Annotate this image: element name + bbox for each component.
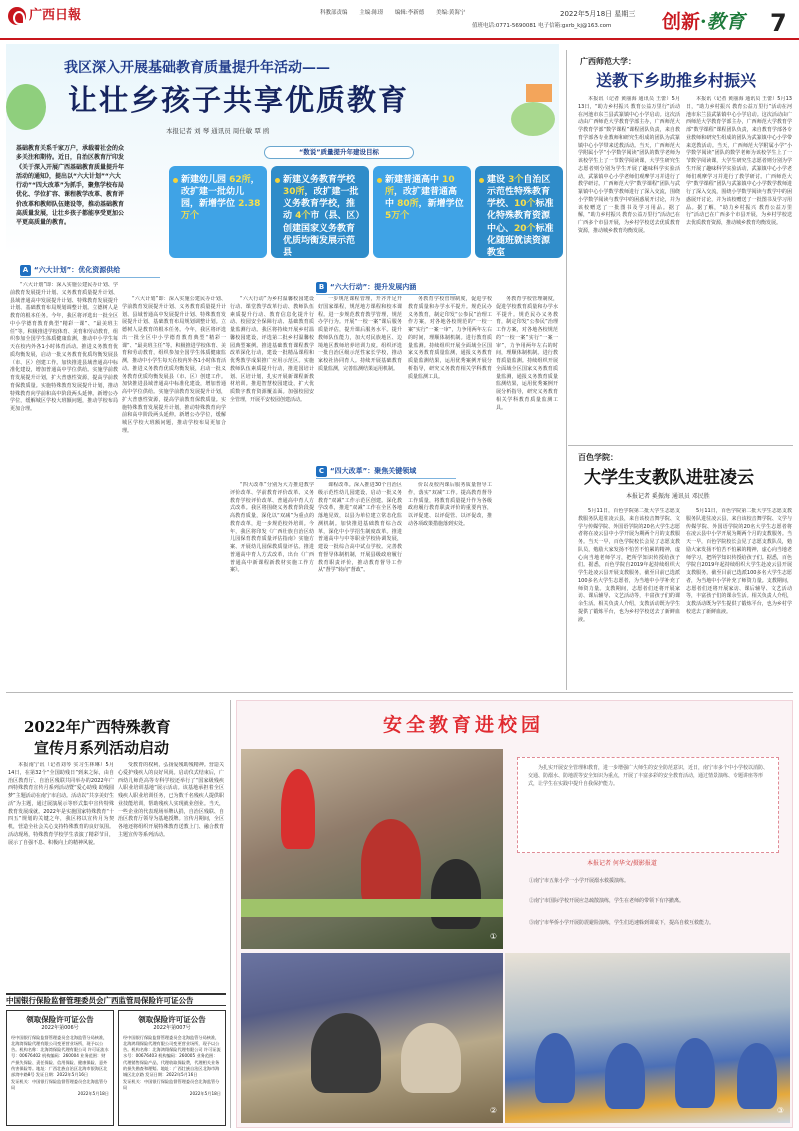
page-number: 7: [770, 9, 787, 37]
goal-card-highschool: [373, 166, 471, 258]
photo-number-1: ①: [489, 931, 497, 941]
license-title: 领取保险许可证公告: [26, 1015, 94, 1024]
license-title: 领取保险许可证公告: [138, 1015, 206, 1024]
card-number: 80所: [397, 199, 419, 210]
card-number: 4个: [295, 211, 311, 222]
person-figure-icon: [281, 769, 315, 849]
subhead-tag: A: [20, 265, 31, 276]
card-text: 新建普通高中: [385, 175, 443, 185]
person-figure-icon: [535, 1033, 575, 1103]
special-ed-title-line2: 宣传月系列活动启动: [34, 739, 170, 757]
person-figure-icon: [605, 1043, 645, 1109]
card-text: 自治区示范性特殊教育学校、: [487, 175, 551, 210]
right-top-kicker: 广西师范大学：: [580, 57, 636, 66]
photo-number-2: ②: [489, 1105, 497, 1115]
lead-intro: 基础教育关系千家万户，承载着社会的众多关注和期待。近日，自治区教育厅印发《关于深入开展广西基础教育质量提升年活动的通知》，提出以“六大计划”“六大行动”“四大改革”为抓手，聚焦学校布局优化、学位扩容、课程教学改革、教育评价改革和教师队伍建设等，推动基础教育高质量发展，让壮乡孩子都能享受更加公平更高质量的教育。: [16, 145, 125, 227]
safety-summary: 为扎实开展安全管理和教育，进一步增强广大师生的安全防范意识，近日，南宁市多个中小学校以消防、交通、防溺水、防地震等安全知识为重点，开展了丰富多彩的安全教育活动，通过情景演练、专题讲座等形式，让学生在实践中提升自我保护能力。: [517, 757, 779, 853]
card-number: 10所: [385, 175, 455, 198]
subhead-a: [20, 265, 160, 276]
lead-feature: [6, 44, 559, 258]
editor-credit: 编辑:李新德: [394, 10, 425, 16]
license-notice: [6, 1010, 114, 1126]
subhead-text: “六大计划”：优化资源供给: [34, 266, 121, 274]
right-top-column: 本报讯（记者 黄丽海 通讯员 王蕾）5月13日，“助力乡村振兴 教育公益万里行”活动在河池市东兰县武篆镇中心小学启动。这次活动由广西师范大学教育学部主办，广西师范大学教育学部“数学课程”课程团队负责，来自教育学部各专业教师和研究生组成的团队为武篆镇中心小学带来送教活动。当天，广西师范大学附属小学“小学数学阅读”团队的数学老师为该校学生上了一节数学阅读课，大学生研究生志愿者则分别为学生开展了趣味科学实验活动，武篆镇中心小学老师们观摩学习并进行了教学研讨。广西师范大学“数学课程”团队与武篆镇中心小学数学教师进行了深入交流，围绕小学数学阅读与教学中的困惑展开讨论，并为该校赠送了一批图书及学习用品。据了解，“助力乡村振兴 教育公益万里行”活动已在广西多个市县开展，为乡村学校送去优质教育资源，推动城乡教育均衡发展。: [578, 96, 680, 234]
right-mid-title: 大学生支教队进驻凌云: [584, 468, 754, 488]
license-issuer: 发证机关：中国银行保险监督管理委员会北海监管分局: [11, 1078, 108, 1090]
goal-card-compulsory: [271, 166, 369, 258]
card-text: ，改扩建一批义务教育学校，推动: [283, 187, 359, 222]
person-figure-icon: [737, 1043, 777, 1109]
person-figure-icon: [361, 819, 421, 909]
card-text: 建设: [487, 175, 509, 185]
editor-credit: 科教部责编: [320, 10, 348, 16]
safety-photo-feature: [236, 700, 793, 1128]
right-top-title: 送教下乡助推乡村振兴: [596, 71, 757, 90]
bullet-icon: [173, 178, 178, 183]
license-body: 经中国银行保险监督管理委员会北海监管分局核准，北海湾保险代理有限公司变更营业场所，现予以公告。机构名称：北海湾保险代理有限公司 许可证流水号：00676402 机构编码：260004 业务范围：财产损失保险、责任保险、信用保险、健康保险、意外伤害保险等。地址：广西壮族自治区北海市银海区北部湾中路8号 发证日期：2022年5月16日: [11, 1034, 109, 1078]
photo-number-3: ③: [776, 1105, 784, 1115]
subhead-text: “六大行动”：提升发展内涵: [330, 283, 417, 291]
paper-name: 广西日報: [29, 8, 82, 23]
card-text: ，新增学位: [418, 199, 464, 210]
section-divider: [6, 692, 793, 693]
article-column: “六大行动”为乡村温馨校园建设行动、课堂教学改革行动、教师队伍素质提升行动、教育信息化提升行动、校园安全保障行动、基础教育质量监测行动。我区将持续开展乡村温馨校园建设，评选第二批乡村温馨校园典型案例。推进基础教育课程教学改革深化行动，建设一批精品课程和优秀教学成果推广应用示范区。实施教师队伍素质提升行动，推进国培计划、区培计划，扎实开展新课程新教材培训。推进智慧校园建设，扩大优质数字教育资源覆盖面。加强校园安全管理，开展平安校园创建活动。: [230, 296, 314, 403]
section-name-a: 创新: [662, 11, 701, 33]
license-date: 2022年5月18日: [189, 1091, 221, 1097]
license-body: 经中国银行保险监督管理委员会北海监管分局核准，北海鸿翔保险代理有限公司变更营业场所，现予以公告。机构名称：北海鸿翔保险代理有限公司 许可证流水号：00676403 机构编码：260005 业务范围：代理销售保险产品，代理收取保险费，代理相关业务的损失勘查和理赔。地址：广西壮族自治区北海市海城区北京路 发证日期：2022年5月16日: [123, 1034, 221, 1078]
right-mid-byline: 本报记者 奚振海 通讯员 邓民胜: [626, 493, 710, 500]
photo-drowning-rescue-drill: [241, 749, 503, 949]
card-number: 3个: [508, 175, 524, 185]
bullet-icon: [275, 178, 280, 183]
article-column: 一步规范课程管理，开齐开足开好国家课程，规范地方课程和校本课程。进一步规范教育教学管理，规范办学行为。开展“一校一案”课后服务质量评估，提升课后服务水平。提升教师队伍能力，加大对民族地区、边境地区教师培养培训力度。组织评选一批自治区级示范性家长学校，推动家校社协同育人。持续开展基础教育质量监测，完善监测结果运用机制。: [318, 296, 402, 372]
desk-icon: [401, 1023, 461, 1093]
license-notice: [118, 1010, 226, 1126]
article-column: “六大计划”即：深入实施公建民办计划、学前教育发展提升计划、义务教育质量提升计划、县域普通高中发展提升计划、特殊教育发展提升计划、基础教育布局规划调整计划。立德树人是教育的根本任务。今年，我区将评选出一批全区中小学德育教育典型“精彩一课”、“最美班主任”等。积极推进学校体育、美育和劳动教育，组织参加全国学生体质健康监测，推动中小学生每天在校内外各1小时体育活动。推进义务教育优质均衡发展，启动一批义务教育优质均衡发展县（市、区）创建工作。加快推进县域普通高中标准化建设，增加普通高中学位供给。实施学前教育发展提升计划，扩大普惠性资源，提高学前教育保教质量。实施特殊教育发展提升计划，推动特殊教育向学前和高中阶段两头延伸。新增公办学位，缓解城区学校大班额问题，推动学校布局更加合理。: [10, 282, 118, 412]
card-text: ，改扩建一批幼儿园，新增学位: [181, 175, 260, 210]
safety-byline: 本报记者 何华文/摄影报道: [587, 860, 657, 867]
right-mid-column: 5月11日，百色学院第二批大学生志愿支教服务队进驻凌云县，来自该校音舞学院、文学与传媒学院、外国语学院的20名大学生志愿者将在凌云县中小学开展为期两个月的支教服务。当天一早，百色学院校长会见了志愿支教队员，勉励大家发扬不怕苦不怕累的精神，虚心向当地老师学习，把所学知识传授给孩子们。据悉，百色学院自2019年起持续组织大学生赴凌云县开展支教服务，截至目前已选派100多名大学生志愿者，为当地中小学补充了师资力量。支教期间，志愿者们还将开展家访、课后辅导、文艺活动等，丰富孩子们的课余生活。相关负责人介绍，支教活动既为学生提供了锻炼平台，也为乡村学校送去了新鲜血液。: [578, 508, 680, 623]
article-column: 务教育学校管理制度，促进学校教育质量和办学水平提升。规范民办义务教育，制定印发“公参民”治理工作方案，对各地各校规范的“一校一案”实行“一案一审”，力争用两年左右的时间，理顺体制机制。进行教育质量监测。持续组织开展全面域全区国家义务教育质量监测，通报义务教育质量监测结果，运用优秀案例开展分析指导，研究义务教育相关学科教育质量监测工具。: [408, 296, 492, 380]
card-number: 2.38万个: [181, 199, 261, 222]
photo-caption: ③南宁市华侨小学开展防震避险演练，学生们迅速躲到课桌下，提高自救互救能力。: [529, 920, 715, 926]
subhead-tag: C: [316, 466, 327, 477]
license-issuer: 发证机关：中国银行保险监督管理委员会北海监管分局: [123, 1078, 220, 1090]
subhead-c: [316, 466, 456, 477]
person-figure-icon: [675, 1038, 715, 1108]
newspaper-logo: [8, 6, 98, 28]
bullet-icon: [377, 178, 382, 183]
article-column: “六大计划”即：深入实施公建民办计划、学前教育发展提升计划、义务教育质量提升计划、县域普通高中发展提升计划、特殊教育发展提升计划、基础教育布局规划调整计划。立德树人是教育的根本任务。今年，我区将评选出一批全区中小学德育教育典型“精彩一课”、“最美班主任”等。积极推进学校体育、美育和劳动教育，组织参加全国学生体质健康监测，推动中小学生每天在校内外各1小时体育活动。推进义务教育优质均衡发展，启动一批义务教育优质均衡发展县（市、区）创建工作。加快推进县域普通高中标准化建设，增加普通高中学位供给。实施学前教育发展提升计划，扩大普惠性资源，提高学前教育保教质量。实施特殊教育发展提升计划，推动特殊教育向学前和高中阶段两头延伸。新增公办学位，缓解城区学校大班额问题，推动学校布局更加合理。: [122, 296, 226, 434]
article-column: 务教育学校管理制度，促进学校教育质量和办学水平提升。规范民办义务教育，制定印发“公参民”治理工作方案，对各地各校规范的“一校一案”实行“一案一审”，力争用两年左右的时间，理顺体制机制。进行教育质量监测。持续组织开展全面域全区国家义务教育质量监测，通报义务教育质量监测结果，运用优秀案例开展分析指导，研究义务教育相关学科教育质量监测工具。: [496, 296, 558, 411]
goal-card-special-education: [475, 166, 563, 258]
bamboo-pole-icon: [241, 899, 503, 917]
special-ed-column: 本报南宁讯（记者刘琴 实习生林琳）5月14日，在第32个“全国助残日”到来之际，由自治区教育厅、自治区残联共同举办的2022年广西特殊教育宣传月系列活动暨“爱心助残 助残圆梦”主题活动在南宁市启动。活动以“共享美好生活”为主题，通过展演展示等形式集中宣传特殊教育发展成就。2022年是实施国家特殊教育“十四五”规划的关键之年，我区将以宣传月为契机，营造全社会关心支持特殊教育的良好氛围。活动现场，特殊教育学校学生表演了精彩节目，展示了自强不息、积极向上的精神风貌。: [8, 762, 114, 846]
subhead-tag: B: [316, 282, 327, 293]
editor-credits: [320, 9, 475, 18]
article-column: 课程改革。深入推进30个自治区级示范性幼儿园建设，启动一批义务教育“双减”工作示范区创建。深化教学改革，推进“双减”工作在全区各地落地见效，以县为单位建立常态化监测机制。加快推进基础教育综合改革，深化中小学招生制度改革。推进普通高中与中等职业学校协调发展，建设一批综合高中试点学校。完善教育督导体制机制，开展县级政府履行教育职责评价，推动教育督导工作从“督学”转向“督政”。: [318, 482, 402, 574]
right-top-column: 本报讯（记者 黄丽海 通讯员 王蕾）5月13日，“助力乡村振兴 教育公益万里行”活动在河池市东兰县武篆镇中心小学启动。这次活动由广西师范大学教育学部主办，广西师范大学教育学部“数学课程”课程团队负责，来自教育学部各专业教师和研究生组成的团队为武篆镇中心小学带来送教活动。当天，广西师范大学附属小学“小学数学阅读”团队的数学老师为该校学生上了一节数学阅读课，大学生研究生志愿者则分别为学生开展了趣味科学实验活动，武篆镇中心小学老师们观摩学习并进行了教学研讨。广西师范大学“数学课程”团队与武篆镇中心小学数学教师进行了深入交流，围绕小学数学阅读与教学中的困惑展开讨论，并为该校赠送了一批图书及学习用品。据了解，“助力乡村振兴 教育公益万里行”活动已在广西多个市县开展，为乡村学校送去优质教育资源，推动城乡教育均衡发展。: [686, 96, 792, 226]
right-mid-kicker: 百色学院：: [578, 453, 618, 462]
license-date: 2022年5月18日: [77, 1091, 109, 1097]
section-title: [662, 8, 745, 37]
photo-evacuation-drill: [241, 953, 503, 1123]
photo-earthquake-drill: [505, 953, 790, 1123]
card-text: 标准化随班就读资源教室: [487, 223, 554, 258]
card-text: 标准化特殊教育资源中心、: [487, 199, 554, 234]
person-figure-icon: [311, 1013, 381, 1093]
special-ed-column: 受教育的权利，弘扬爱残助残精神。营造关心爱护残疾人的良好风尚。启动仪式结束后，广西幼儿师范高等专科学校还举行了“国家级残疾人职业培训基地”展示活动。该基地承担着全区残疾人职业培训任务，已为数千名残疾人提供职业技能培训，帮助残疾人实现就业创业。当天，一些企业的代表现场举牌认捐，自治区残联、自治区教育厅领导为基地授牌。宣传月期间，全区各地还将组织开展特殊教育送教上门、融合教育主题宣传等系列活动。: [118, 762, 224, 838]
right-mid-column: 5月11日，百色学院第二批大学生志愿支教服务队进驻凌云县，来自该校音舞学院、文学与传媒学院、外国语学院的20名大学生志愿者将在凌云县中小学开展为期两个月的支教服务。当天一早，百色学院校长会见了志愿支教队员，勉励大家发扬不怕苦不怕累的精神，虚心向当地老师学习，把所学知识传授给孩子们。据悉，百色学院自2019年起持续组织大学生赴凌云县开展支教服务，截至目前已选派100多名大学生志愿者，为当地中小学补充了师资力量。支教期间，志愿者们还将开展家访、课后辅导、文艺活动等，丰富孩子们的课余生活。相关负责人介绍，支教活动既为学生提供了锻炼平台，也为乡村学校送去了新鲜血液。: [686, 508, 792, 615]
article-column: “四大改革”分别为大力推进教学评价改革、学前教育评价改革、义务教育学校评价改革、普通高中育人方式改革。我区将围绕义务教育阶段提高教育质量，深化以“双减”为重点的教育改革，进一步规范校外培训。今年，我区将印发《广西壮族自治区幼儿园保育教育质量评估指南》实施方案、开展幼儿园保教质量评估。推进普通高中育人方式改革，出台《广西普通高中新课程新教材实施工作方案》。: [230, 482, 314, 574]
card-number: 30所: [283, 187, 305, 198]
goal-card-kindergarten: [169, 166, 267, 258]
section-separator: ·: [700, 11, 707, 33]
card-text: ，改扩建普通高中: [385, 187, 458, 210]
card-number: 20个: [514, 223, 536, 234]
masthead: [0, 0, 799, 40]
safety-title: 安全教育进校园: [383, 714, 545, 736]
column-divider: [566, 50, 567, 690]
goals-header: “数说”质量提升年建设目标: [264, 146, 414, 159]
card-number: 62所: [229, 175, 251, 185]
lead-byline: 本报记者 刘 琴 通讯员 周仕敏 覃 鸥: [166, 127, 270, 135]
subhead-b: [316, 282, 456, 293]
contact-info: 值班电话:0771-5690081 电子信箱:gxrb_kj@163.com: [472, 23, 612, 29]
lead-pre-title: 我区深入开展基础教育质量提升年活动——: [64, 60, 330, 76]
lead-main-title: 让壮乡孩子共享优质教育: [68, 83, 410, 117]
subhead-text: “四大改革”：聚焦关键领域: [330, 467, 417, 475]
column-divider: [230, 700, 231, 1128]
license-number: 2022年第007号: [153, 1025, 191, 1031]
card-text: 市（县、区）创建国家义务教育优质均衡发展示范县: [283, 211, 360, 258]
decorative-tree-icon: [6, 84, 46, 130]
logo-mark-icon: [8, 7, 26, 25]
special-ed-title-line1: 2022年广西特殊教育: [24, 718, 171, 736]
section-divider: [568, 445, 793, 446]
bullet-icon: [479, 178, 484, 183]
photo-caption: ①南宁市五象小学一小学开展溺水救援演练。: [529, 878, 630, 884]
license-number: 2022年第006号: [41, 1025, 79, 1031]
editor-credit: 美编:黄海宁: [435, 10, 466, 16]
card-text: 新建义务教育学校: [283, 175, 356, 185]
card-number: 5万个: [385, 211, 410, 222]
issue-date: 2022年5月18日 星期三: [560, 10, 636, 18]
announcement-title: 中国银行保险监督管理委员会广西监管局保险许可证公告: [6, 993, 226, 1006]
decorative-house-icon: [526, 84, 552, 102]
photo-caption: ②南宁市国际学校开展应急疏散演练，学生在老师的带领下有序撤离。: [529, 898, 685, 904]
article-column: 价以及校内课后服务质量督导工作，落实“双减”工作。提高教育督导工作质量，将教育质量提升作为各级政府履行教育职责评价的重要内容，以评促建、以评促管、以评促改，推动各项政策措施落到实处。: [408, 482, 492, 527]
section-name-b: 教育: [706, 11, 745, 33]
decorative-tree-icon: [511, 102, 555, 136]
person-figure-icon: [431, 859, 481, 929]
card-text: 新建幼儿园: [181, 175, 230, 185]
card-number: 10个: [514, 199, 536, 210]
editor-credit: 主编:陈璟: [359, 10, 384, 16]
